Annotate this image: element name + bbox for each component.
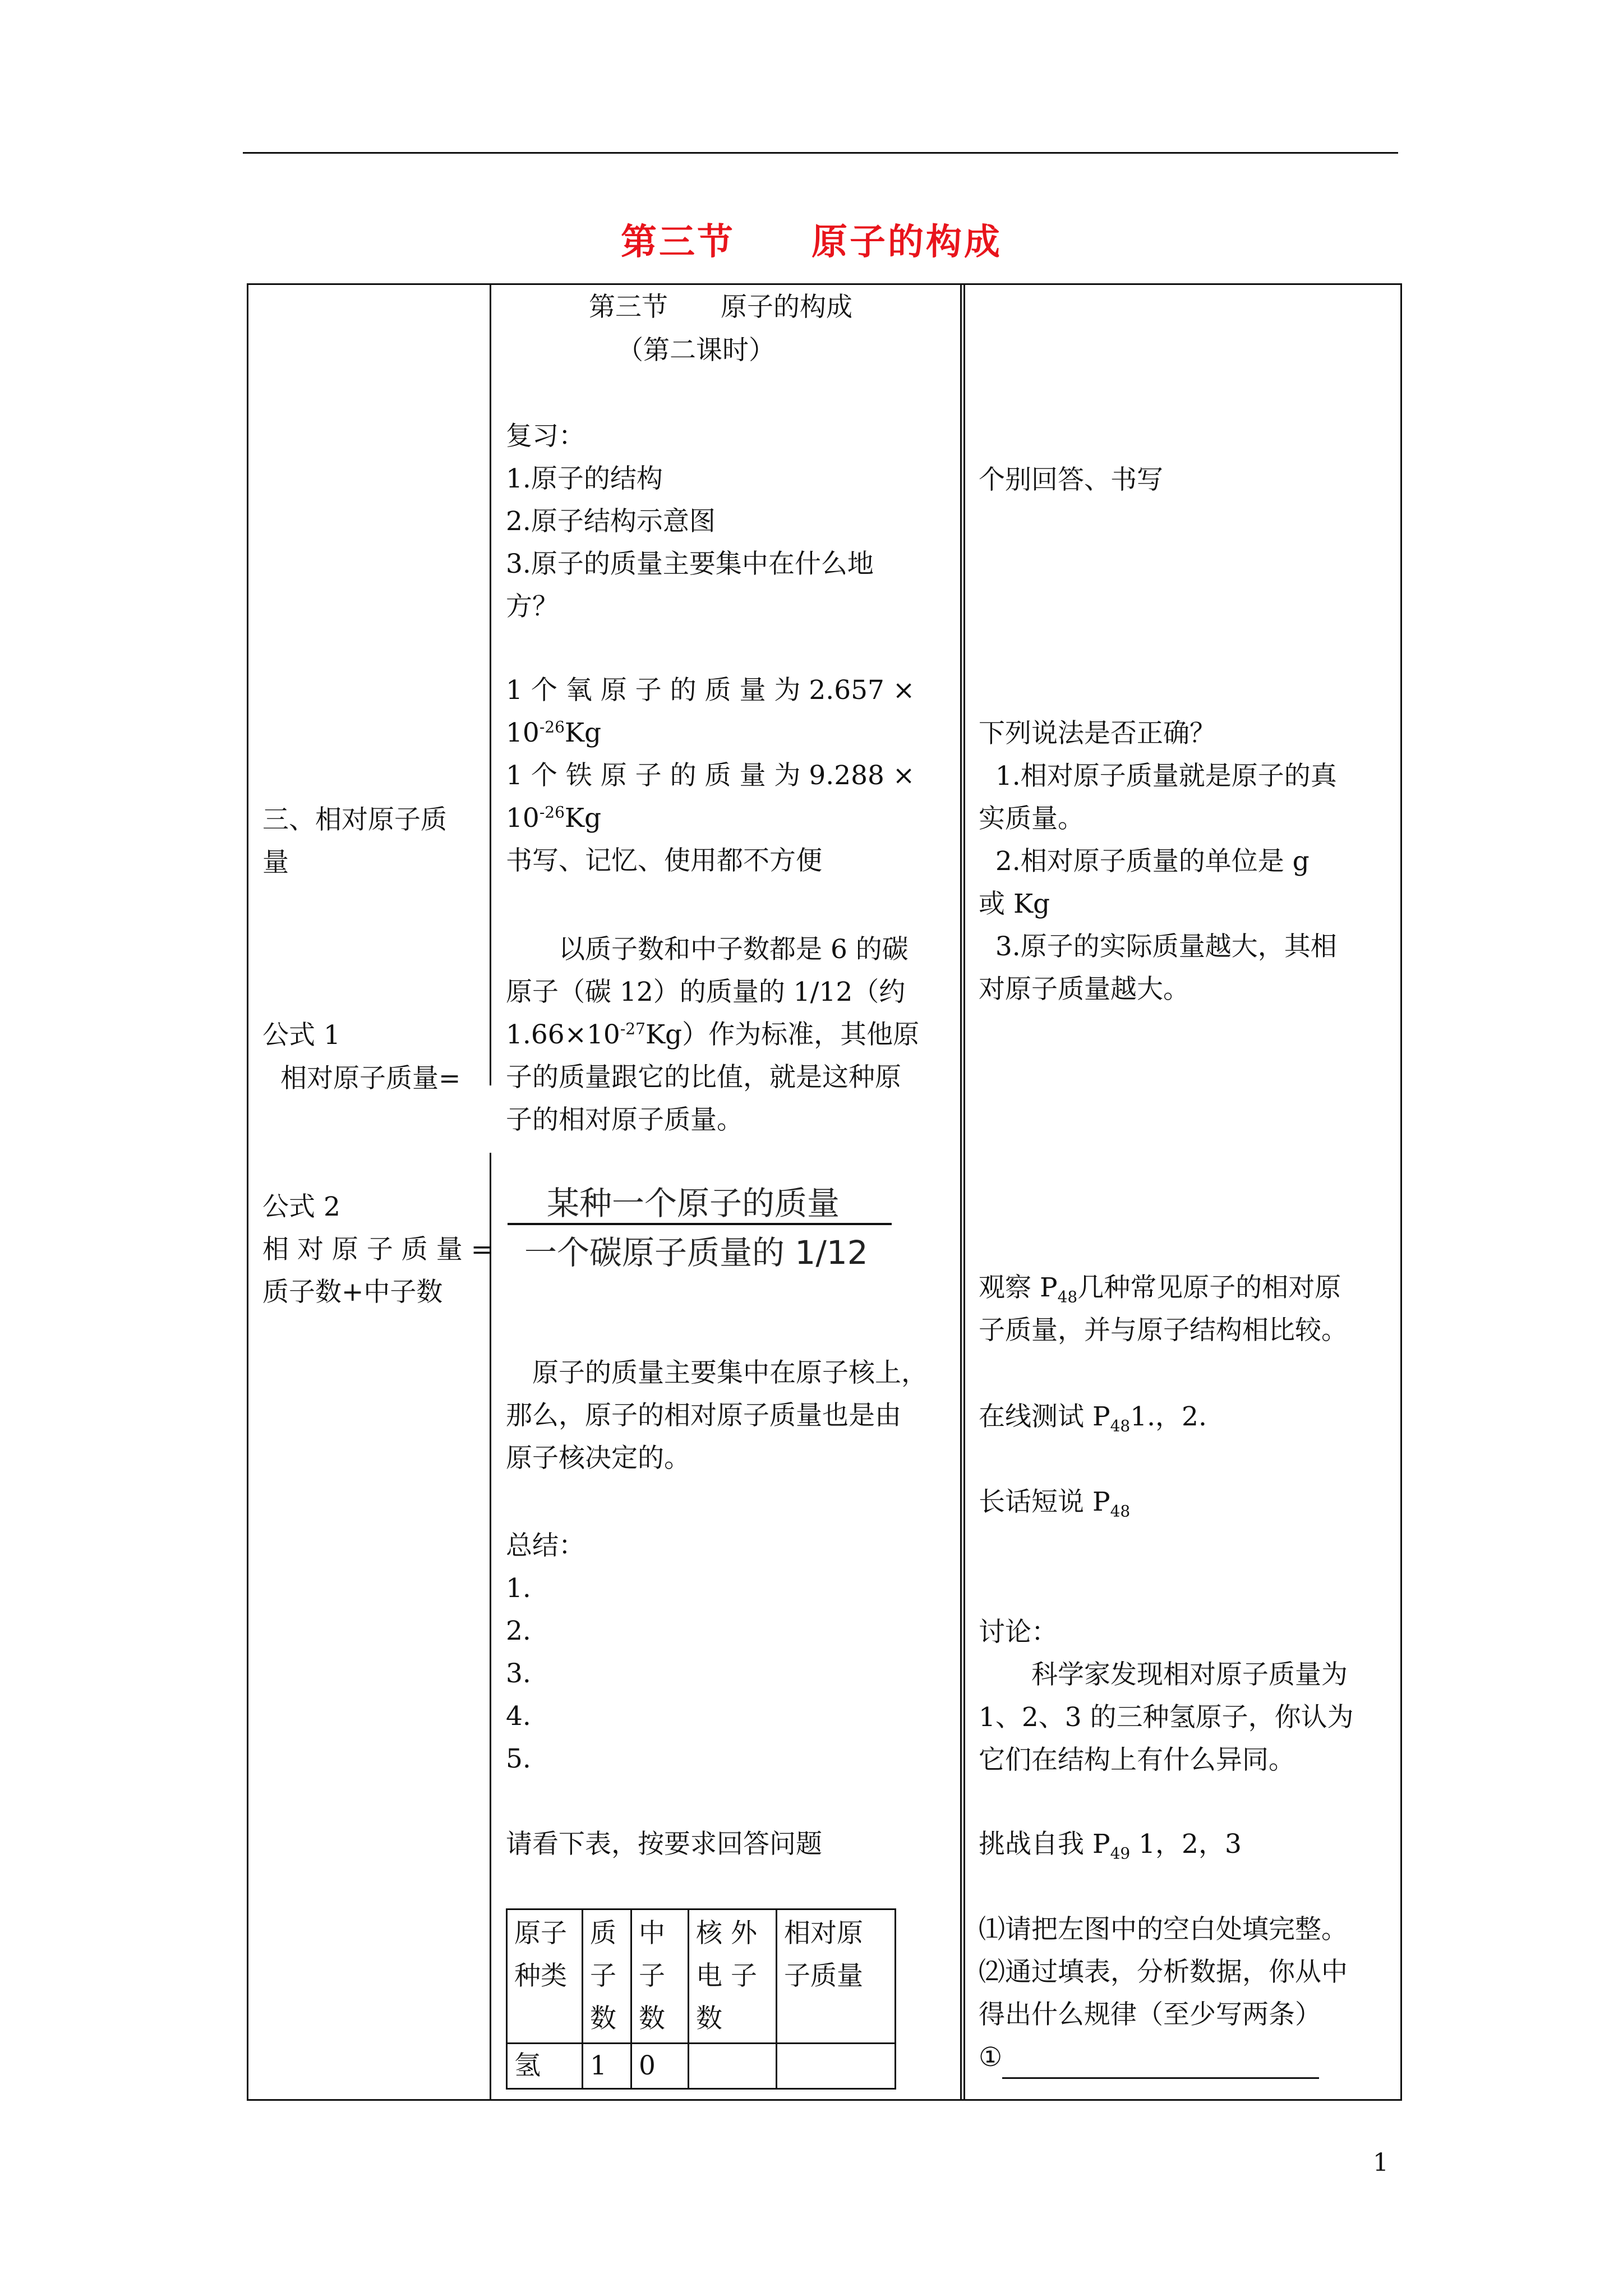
formula1-label: 公式 1 — [262, 1020, 340, 1051]
answer-blank[interactable] — [1002, 2049, 1319, 2079]
cell-electrons — [689, 2044, 777, 2089]
header-electrons: 核 外 电 子 数 — [689, 1910, 777, 2044]
task-section: ⑴请把左图中的空白处填完整。 ⑵通过填表，分析数据，你从中 得出什么规律（至少写两条） ① — [979, 1908, 1348, 2079]
fraction-bar — [508, 1223, 892, 1225]
cell-neutrons: 0 — [631, 2044, 689, 2089]
lesson-title: 第三节 原子的构成 — [589, 292, 852, 323]
observe-text: 观察 $P_{48}$几种常见原子的相对原 子质量，并与原子结构相比较。 — [979, 1272, 1348, 1346]
online-test: 在线测试 $P_{48}1$.，2. — [979, 1401, 1207, 1435]
divider-gap — [487, 1085, 494, 1153]
formula-denominator: 一个碳原子质量的 1/12 — [524, 1234, 868, 1272]
cell-protons: 1 — [583, 2044, 631, 2089]
cell-atom: 氢 — [507, 2044, 583, 2089]
lesson-subtitle: （第二课时） — [617, 335, 775, 366]
formula-numerator: 某种一个原子的质量 — [547, 1184, 840, 1222]
relative-mass-label: 相对原子质量= — [280, 1063, 461, 1094]
header-neutrons: 中 子 数 — [631, 1910, 689, 2044]
true-false-section: 下列说法是否正确？ 1.相对原子质量就是原子的真 实质量。 2.相对原子质量的单位是 g 或 Kg 3.原子的实际质量越大，其相 对原子质量越大。 — [979, 718, 1337, 1005]
header-protons: 质 子 数 — [583, 1910, 631, 2044]
cell-relative-mass — [777, 2044, 896, 2089]
header-rule — [243, 152, 1398, 154]
review-section: 复习： 1.原子的结构 2.原子结构示意图 3.原子的质量主要集中在什么地 方？ — [506, 421, 874, 622]
header-relative-mass: 相对原 子质量 — [777, 1910, 896, 2044]
section-heading: 三、相对原子质 量 — [262, 804, 447, 878]
summary-section: 总结： 1. 2. 3. 4. 5. — [506, 1530, 585, 1774]
page-title: 第三节 原子的构成 — [621, 222, 1002, 263]
header-atom-type: 原子 种类 — [507, 1910, 583, 2044]
page-number: 1 — [1373, 2148, 1389, 2177]
table-row — [507, 2044, 896, 2089]
formula2-label: 公式 2 相 对 原 子 质 量 = 质子数+中子数 — [262, 1191, 494, 1308]
oxygen-mass: 1 个 氧 原 子 的 质 量 为 2.657 × $10^{-26}Kg$ 1 个 铁 原 子 的 质 量 为 9.288 × $10^{-26}Kg$ 书写、记忆、使用都不方便 — [506, 675, 915, 876]
atom-data-table — [506, 1908, 896, 2090]
discussion-section: 讨论： 科学家发现相对原子质量为 1、2、3 的三种氢原子，你认为 它们在结构上有什么异同。 — [979, 1617, 1354, 1775]
nucleus-text: 原子的质量主要集中在原子核上， 那么，原子的相对原子质量也是由 原子核决定的。 — [506, 1358, 928, 1474]
table-header-row — [507, 1910, 896, 2044]
definition-text: 以质子数和中子数都是 6 的碳 原子（碳 12）的质量的 1/12（约 $1.66\times 10^{-27}Kg$）作为标准，其他原 子的质量跟它的比值，就是这种原 子的相对原子质量。 — [506, 934, 920, 1135]
long-short-text: 长话短说 $P_{48}$ — [979, 1487, 1131, 1521]
table-intro: 请看下表，按要求回答问题 — [506, 1829, 822, 1860]
challenge-text: 挑战自我 $P_{49}$ 1，2，3 — [979, 1829, 1242, 1863]
column-divider-right — [960, 283, 965, 2101]
answer-note: 个别回答、书写 — [979, 464, 1163, 495]
